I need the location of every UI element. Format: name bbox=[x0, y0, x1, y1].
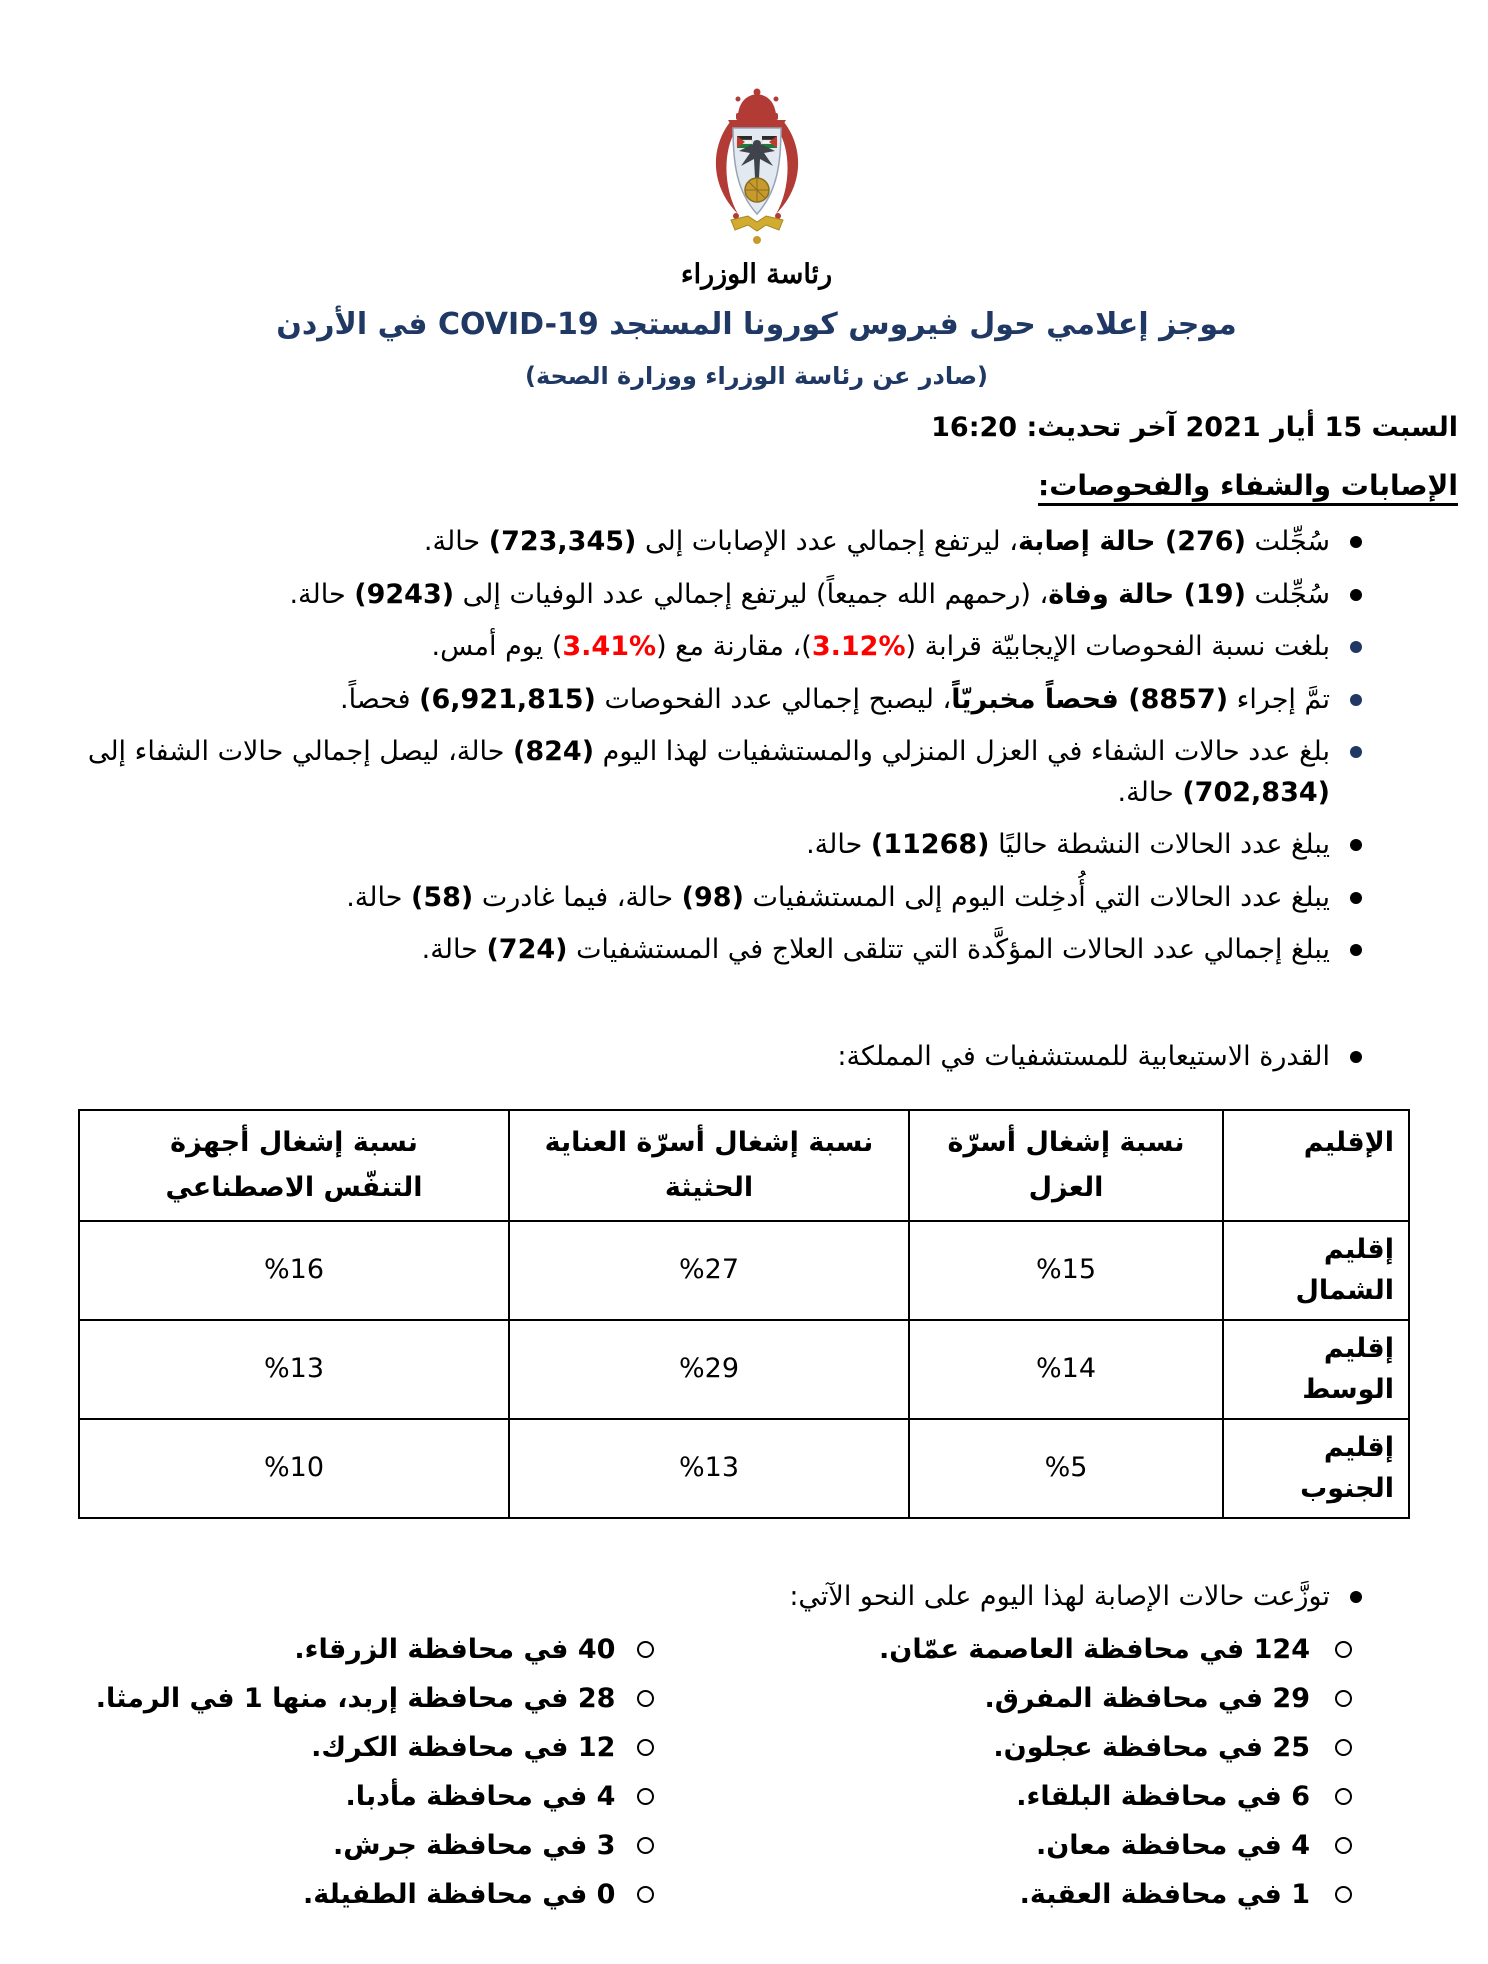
dist-item bbox=[728, 1777, 1458, 1816]
bullet-marker bbox=[1350, 1051, 1362, 1063]
text-segment: ، (رحمهم الله جميعاً) ليرتفع إجمالي عدد الوفيات إلى bbox=[454, 578, 1049, 610]
percentage-cell: %14 bbox=[909, 1320, 1223, 1419]
bold-value: (58) bbox=[411, 881, 474, 913]
dist-item-text: 29 في محافظة المفرق. bbox=[984, 1682, 1310, 1714]
table-row bbox=[79, 1419, 1409, 1518]
text-segment: توزَّعت حالات الإصابة لهذا اليوم على النحو الآتي: bbox=[789, 1581, 1330, 1613]
bullet-marker bbox=[1350, 746, 1362, 758]
percentage-cell: %13 bbox=[509, 1419, 909, 1518]
bullet-marker bbox=[1350, 536, 1362, 548]
bullet-marker bbox=[1350, 589, 1362, 601]
circle-bullet-icon bbox=[1335, 1837, 1352, 1854]
circle-bullet-icon bbox=[1335, 1739, 1352, 1756]
dist-item-text: 4 في محافظة مأدبا. bbox=[345, 1781, 616, 1813]
circle-bullet-icon bbox=[1335, 1641, 1352, 1658]
text-segment: )، مقارنة مع ( bbox=[656, 631, 812, 662]
text-segment: حالة. bbox=[423, 526, 489, 557]
text-segment: يبلغ إجمالي عدد الحالات المؤكَّدة التي تتلقى العلاج في المستشفيات bbox=[567, 934, 1330, 965]
jordan-coat-of-arms-logo bbox=[698, 86, 816, 250]
text-segment: يبلغ عدد الحالات النشطة حاليًا bbox=[989, 829, 1330, 860]
dist-item-text: 6 في محافظة البلقاء. bbox=[1016, 1781, 1310, 1813]
bullet-item bbox=[55, 878, 1458, 919]
dist-item bbox=[55, 1777, 728, 1816]
bullet-item bbox=[55, 1577, 1458, 1618]
text-segment: ، ليرتفع إجمالي عدد الإصابات إلى bbox=[636, 526, 1018, 557]
dist-item-text: 28 في محافظة إربد، منها 1 في الرمثا. bbox=[95, 1682, 616, 1714]
text-segment: حالة، ليصل إجمالي حالات الشفاء إلى bbox=[87, 736, 514, 767]
bullet-text bbox=[346, 882, 1330, 913]
bullet-marker bbox=[1350, 1591, 1362, 1603]
percentage-cell: %29 bbox=[509, 1320, 909, 1419]
bullet-text bbox=[806, 829, 1330, 860]
text-segment: القدرة الاستيعابية للمستشفيات في المملكة: bbox=[837, 1040, 1330, 1072]
bold-value: (276) حالة إصابة bbox=[1017, 526, 1246, 557]
text-segment: فحصاً. bbox=[340, 683, 420, 715]
text-segment: بلغت نسبة الفحوصات الإيجابيّة قرابة ( bbox=[905, 631, 1330, 662]
dist-item-text: 40 في محافظة الزرقاء. bbox=[294, 1633, 616, 1665]
logo-caption: رئاسة الوزراء bbox=[680, 259, 833, 290]
text-segment: حالة. bbox=[806, 829, 871, 860]
dist-item bbox=[55, 1728, 728, 1767]
text-segment: حالة. bbox=[346, 881, 411, 913]
bullet-text bbox=[424, 526, 1330, 557]
dist-item bbox=[728, 1826, 1458, 1865]
text-segment: تمَّ إجراء bbox=[1228, 683, 1330, 715]
page-title: موجز إعلامي حول فيروس كورونا المستجد COVID-19 في الأردن bbox=[276, 307, 1237, 342]
table-header-cell: نسبة إشغال أجهزة التنفّس الاصطناعي bbox=[79, 1110, 509, 1221]
text-segment: سُجِّلت bbox=[1245, 526, 1330, 557]
bullet-marker bbox=[1350, 694, 1362, 706]
percentage-cell: %27 bbox=[509, 1221, 909, 1320]
bullet-text bbox=[432, 631, 1330, 662]
stats-bullet-list bbox=[55, 522, 1458, 971]
bullet-text bbox=[422, 934, 1330, 965]
dist-item-text: 124 في محافظة العاصمة عمّان. bbox=[879, 1633, 1310, 1665]
highlight-red-value: %3.12 bbox=[811, 631, 906, 662]
bullet-text bbox=[88, 736, 1330, 808]
bullet-item bbox=[55, 627, 1458, 668]
circle-bullet-icon bbox=[637, 1837, 654, 1854]
bold-value: (98) bbox=[681, 881, 744, 913]
bullet-item bbox=[55, 930, 1458, 971]
distribution-intro-list bbox=[55, 1577, 1458, 1618]
region-cell: إقليم الوسط bbox=[1223, 1320, 1409, 1419]
text-segment: ، ليصبح إجمالي عدد الفحوصات bbox=[595, 683, 952, 715]
dist-item bbox=[55, 1679, 728, 1718]
bullet-item bbox=[55, 680, 1458, 721]
bold-value: (824) bbox=[513, 736, 595, 767]
bold-value: (6,921,815) bbox=[419, 683, 596, 715]
circle-bullet-icon bbox=[637, 1886, 654, 1903]
bullet-item bbox=[55, 732, 1458, 813]
bullet-item bbox=[55, 1037, 1458, 1078]
table-body bbox=[79, 1221, 1409, 1518]
bullet-item bbox=[55, 825, 1458, 866]
region-cell: إقليم الشمال bbox=[1223, 1221, 1409, 1320]
table-header-cell: نسبة إشغال أسرّة العناية الحثيثة bbox=[509, 1110, 909, 1221]
text-segment: ) يوم أمس. bbox=[431, 631, 563, 662]
text-segment: حالة. bbox=[421, 934, 487, 965]
bullet-text bbox=[289, 579, 1330, 610]
dist-item bbox=[728, 1875, 1458, 1914]
dist-item bbox=[55, 1826, 728, 1865]
circle-bullet-icon bbox=[637, 1739, 654, 1756]
percentage-cell: %16 bbox=[79, 1221, 509, 1320]
circle-bullet-icon bbox=[1335, 1886, 1352, 1903]
bold-value: (723,345) bbox=[488, 526, 637, 557]
table-head bbox=[79, 1110, 1409, 1221]
page-subtitle: (صادر عن رئاسة الوزراء ووزارة الصحة) bbox=[524, 362, 989, 390]
logo-block bbox=[55, 86, 1458, 290]
text-segment: سُجِّلت bbox=[1245, 578, 1330, 610]
table-row bbox=[79, 1320, 1409, 1419]
hospital-capacity-table bbox=[78, 1109, 1410, 1519]
circle-bullet-icon bbox=[637, 1788, 654, 1805]
circle-bullet-icon bbox=[1335, 1690, 1352, 1707]
bullet-marker bbox=[1350, 892, 1362, 904]
table-header-row bbox=[79, 1110, 1409, 1221]
date-line: السبت 15 أيار 2021 آخر تحديث: 16:20 bbox=[931, 412, 1458, 443]
circle-bullet-icon bbox=[637, 1641, 654, 1658]
bold-value: (8857) فحصاً مخبريّاً bbox=[951, 683, 1229, 715]
text-segment: يبلغ عدد الحالات التي أُدخِلت اليوم إلى المستشفيات bbox=[743, 881, 1330, 913]
bold-value: (19) حالة وفاة bbox=[1048, 578, 1246, 610]
bold-value: (724) bbox=[486, 934, 568, 965]
capacity-bullet-list bbox=[55, 1037, 1458, 1078]
bullet-text bbox=[340, 684, 1330, 715]
dist-item-text: 3 في محافظة جرش. bbox=[333, 1830, 616, 1862]
dist-item-text: 4 في محافظة معان. bbox=[1035, 1830, 1310, 1862]
circle-bullet-icon bbox=[1335, 1788, 1352, 1805]
dist-item-text: 12 في محافظة الكرك. bbox=[311, 1731, 616, 1763]
percentage-cell: %10 bbox=[79, 1419, 509, 1518]
section-heading-row bbox=[55, 443, 1458, 502]
text-segment: بلغ عدد حالات الشفاء في العزل المنزلي والمستشفيات لهذا اليوم bbox=[594, 736, 1330, 767]
bold-value: (9243) bbox=[354, 578, 455, 610]
dist-item bbox=[728, 1630, 1458, 1669]
section-heading: الإصابات والشفاء والفحوصات: bbox=[1038, 469, 1458, 502]
bullet-item bbox=[55, 522, 1458, 563]
bullet-marker bbox=[1350, 944, 1362, 956]
dist-item-text: 25 في محافظة عجلون. bbox=[993, 1731, 1310, 1763]
dist-item bbox=[55, 1630, 728, 1669]
percentage-cell: %15 bbox=[909, 1221, 1223, 1320]
bullet-text bbox=[789, 1581, 1330, 1612]
bullet-item bbox=[55, 575, 1458, 616]
percentage-cell: %13 bbox=[79, 1320, 509, 1419]
text-segment: حالة. bbox=[289, 578, 355, 610]
bold-value: (702,834) bbox=[1182, 776, 1330, 808]
dist-item bbox=[728, 1679, 1458, 1718]
dist-item bbox=[728, 1728, 1458, 1767]
region-cell: إقليم الجنوب bbox=[1223, 1419, 1409, 1518]
text-segment: حالة. bbox=[1117, 776, 1183, 808]
dist-item-text: 0 في محافظة الطفيلة. bbox=[302, 1879, 616, 1911]
bullet-marker bbox=[1350, 641, 1362, 653]
percentage-cell: %5 bbox=[909, 1419, 1223, 1518]
dist-item-text: 1 في محافظة العقبة. bbox=[1019, 1879, 1310, 1911]
distribution-grid bbox=[55, 1630, 1458, 1925]
circle-bullet-icon bbox=[637, 1690, 654, 1707]
table-header-cell: نسبة إشغال أسرّة العزل bbox=[909, 1110, 1223, 1221]
bullet-text bbox=[837, 1041, 1330, 1072]
table-row bbox=[79, 1221, 1409, 1320]
bullet-marker bbox=[1350, 839, 1362, 851]
bold-value: (11268) bbox=[870, 829, 990, 860]
table-header-cell: الإقليم bbox=[1223, 1110, 1409, 1221]
dist-item bbox=[55, 1875, 728, 1914]
highlight-red-value: %3.41 bbox=[562, 631, 657, 662]
text-segment: حالة، فيما غادرت bbox=[473, 881, 682, 913]
